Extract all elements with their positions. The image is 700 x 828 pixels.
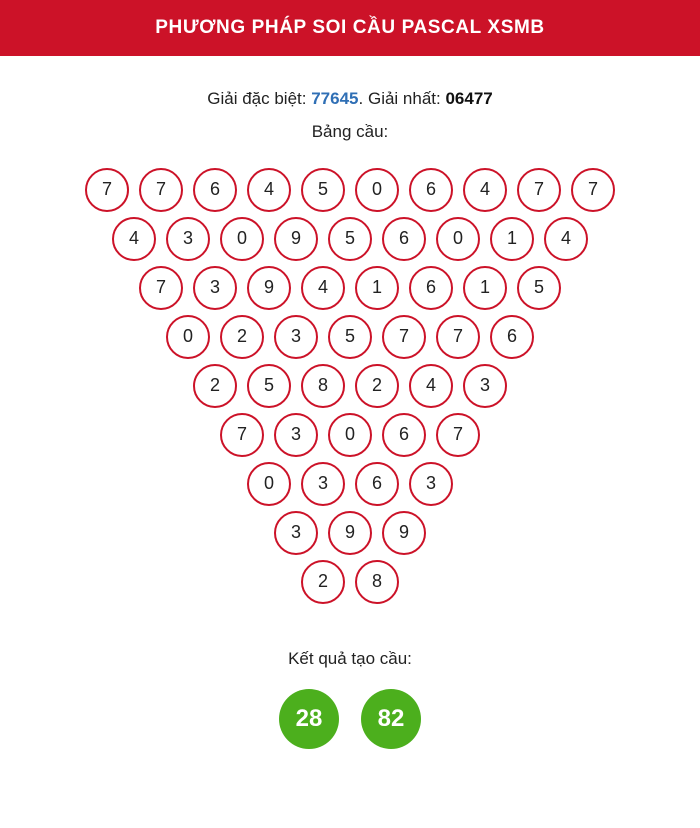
page-header [0,0,700,56]
pyramid-cell: 0 [328,413,372,457]
pyramid-cell: 6 [193,168,237,212]
pyramid-cell: 7 [139,168,183,212]
pyramid-cell: 0 [436,217,480,261]
pyramid-cell: 4 [409,364,453,408]
pyramid-cell: 3 [193,266,237,310]
result-section [0,649,700,749]
result-title: Kết quả tạo cầu: [288,648,412,668]
pyramid-cell: 7 [220,413,264,457]
pyramid-cell: 5 [328,217,372,261]
pyramid-cell: 6 [409,168,453,212]
pyramid-row [188,364,512,408]
first-prize-label: Giải nhất: [367,89,441,108]
pyramid-cell: 7 [85,168,129,212]
pyramid-cell: 2 [301,560,345,604]
pyramid-cell: 3 [274,315,318,359]
pyramid-cell: 7 [436,315,480,359]
result-balls [279,689,421,749]
pyramid-cell: 5 [301,168,345,212]
pyramid-cell: 3 [409,462,453,506]
pyramid-cell: 1 [490,217,534,261]
pyramid-row [215,413,485,457]
pyramid-row [269,511,431,555]
pyramid-cell: 6 [382,413,426,457]
pyramid-cell: 3 [463,364,507,408]
pyramid-cell: 3 [274,511,318,555]
pyramid-cell: 3 [274,413,318,457]
pyramid-cell: 2 [355,364,399,408]
pyramid-cell: 9 [274,217,318,261]
pyramid-cell: 7 [436,413,480,457]
pyramid-row [296,560,404,604]
pyramid-cell: 5 [517,266,561,310]
pyramid-cell: 6 [382,217,426,261]
pyramid-cell: 7 [382,315,426,359]
pyramid-cell: 5 [247,364,291,408]
pyramid-cell: 1 [463,266,507,310]
pyramid-cell: 6 [490,315,534,359]
pyramid-cell: 3 [166,217,210,261]
pyramid-cell: 1 [355,266,399,310]
pyramid-cell: 4 [112,217,156,261]
result-ball: 82 [361,689,421,749]
pyramid-cell: 0 [220,217,264,261]
pyramid-cell: 0 [355,168,399,212]
pyramid-cell: 9 [328,511,372,555]
pyramid-cell: 9 [382,511,426,555]
pyramid-cell: 0 [247,462,291,506]
pyramid-row [161,315,539,359]
pyramid-cell: 4 [247,168,291,212]
pyramid-cell: 2 [193,364,237,408]
pyramid-cell: 4 [463,168,507,212]
pyramid-row [80,168,620,212]
pascal-pyramid [0,168,700,609]
pyramid-row [107,217,593,261]
summary-separator: . [358,89,364,108]
pyramid-cell: 7 [139,266,183,310]
special-prize-label: Giải đặc biệt: [207,89,307,108]
first-prize-value: 06477 [445,89,493,108]
pyramid-row [134,266,566,310]
pyramid-cell: 2 [220,315,264,359]
pyramid-cell: 7 [517,168,561,212]
pyramid-row [242,462,458,506]
special-prize-value: 77645 [311,89,359,108]
pyramid-cell: 7 [571,168,615,212]
pyramid-cell: 4 [301,266,345,310]
pyramid-cell: 8 [355,560,399,604]
pyramid-cell: 6 [409,266,453,310]
main-content [0,56,700,749]
pyramid-cell: 3 [301,462,345,506]
pyramid-cell: 4 [544,217,588,261]
page-title: PHƯƠNG PHÁP SOI CẦU PASCAL XSMB [155,17,545,38]
pyramid-cell: 0 [166,315,210,359]
result-ball: 28 [279,689,339,749]
pyramid-cell: 5 [328,315,372,359]
prize-summary [0,86,700,112]
pyramid-cell: 8 [301,364,345,408]
pyramid-table-label: Bảng cầu: [311,121,389,141]
pyramid-cell: 9 [247,266,291,310]
pyramid-cell: 6 [355,462,399,506]
